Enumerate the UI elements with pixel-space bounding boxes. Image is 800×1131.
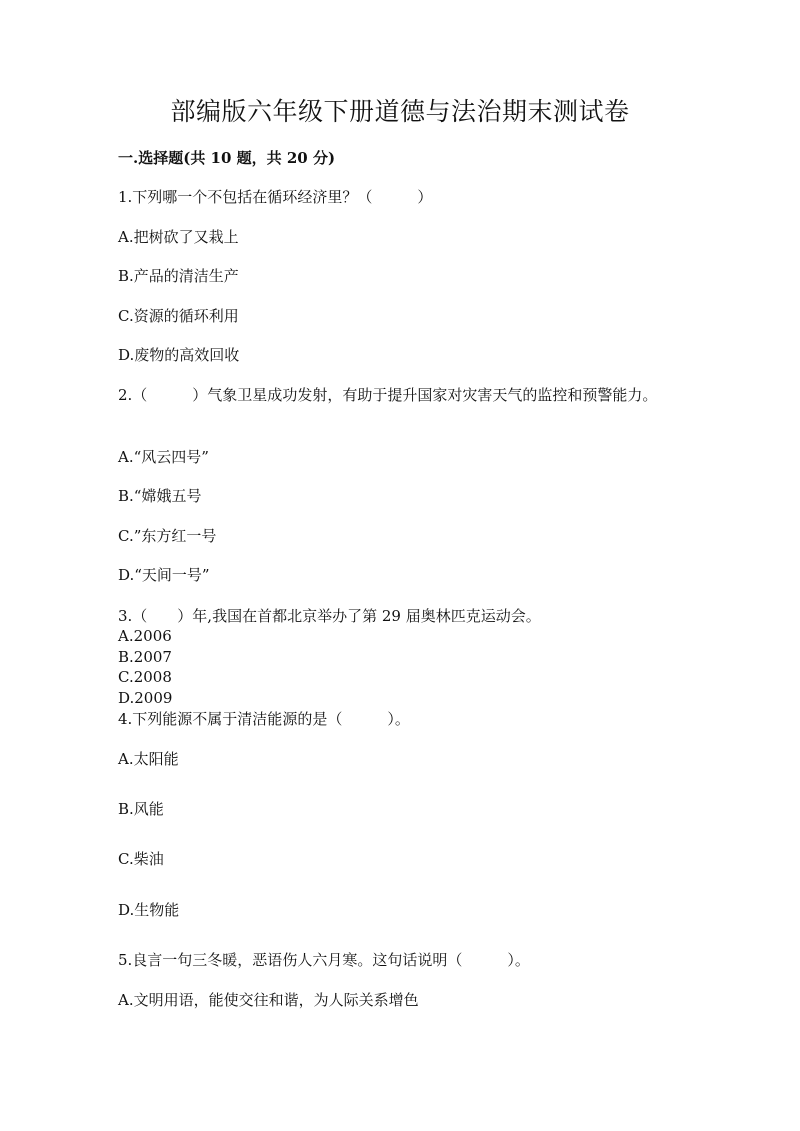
question-4-option-d: D.生物能 (118, 901, 180, 919)
question-1-stem: 1.下列哪一个不包括在循环经济里？（ ） (118, 188, 433, 206)
question-2-stem: 2.（ ）气象卫星成功发射，有助于提升国家对灾害天气的监控和预警能力。 (118, 386, 658, 404)
question-3-option-c: C.2008 (118, 668, 172, 686)
question-4-option-c: C.柴油 (118, 850, 164, 868)
question-4-option-b: B.风能 (118, 800, 164, 818)
question-2-option-a: A.“风云四号” (118, 448, 209, 466)
question-3-stem: 3.（ ）年,我国在首都北京举办了第 29 届奥林匹克运动会。 (118, 607, 541, 625)
question-2-option-d: D.“天间一号” (118, 566, 210, 584)
section-heading: 一.选择题(共 10 题，共 20 分) (118, 149, 336, 167)
question-4-stem: 4.下列能源不属于清洁能源的是（ ）。 (118, 710, 410, 728)
question-1-option-c: C.资源的循环利用 (118, 307, 239, 325)
question-1-option-d: D.废物的高效回收 (118, 346, 240, 364)
question-2-option-c: C.”东方红一号 (118, 527, 217, 545)
question-1-option-b: B.产品的清洁生产 (118, 267, 239, 285)
question-5-option-a: A.文明用语，能使交往和谐，为人际关系增色 (118, 991, 419, 1009)
question-5-stem: 5.良言一句三冬暖，恶语伤人六月寒。这句话说明（ ）。 (118, 951, 530, 969)
question-3-option-b: B.2007 (118, 647, 172, 666)
question-3-option-a: A.2006 (118, 627, 172, 645)
question-4-option-a: A.太阳能 (118, 750, 179, 768)
question-3-option-d: D.2009 (118, 688, 173, 707)
page-title: 部编版六年级下册道德与法治期末测试卷 (170, 97, 630, 126)
question-1-option-a: A.把树砍了又栽上 (118, 228, 239, 246)
question-2-option-b: B.“嫦娥五号 (118, 487, 202, 505)
